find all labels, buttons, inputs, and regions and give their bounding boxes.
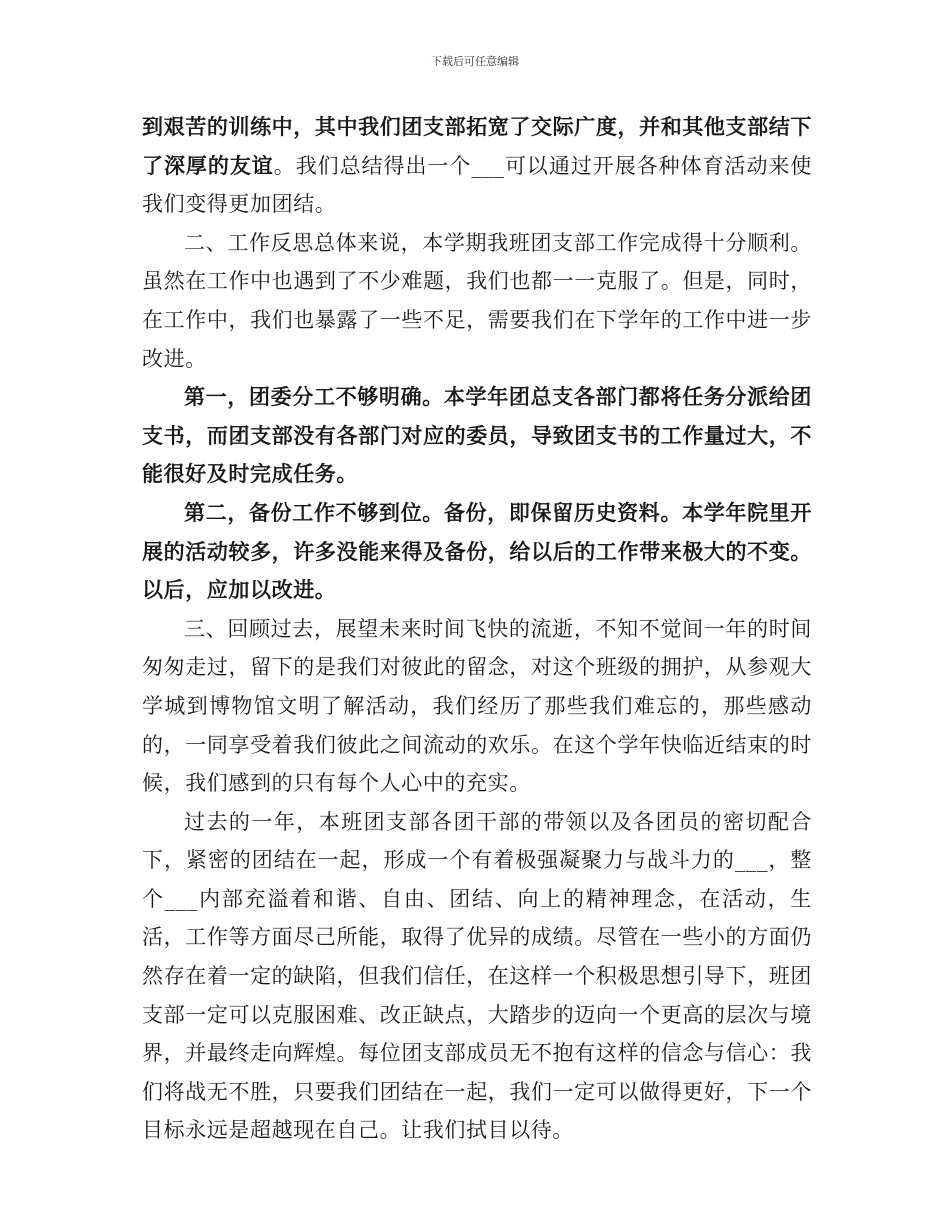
page-header: 下载后可任意编辑 — [431, 55, 519, 68]
paragraph-1-text: 。我们总结得出一个___可以通过开展各种体育活动来使我们变得更加团结。 — [142, 153, 812, 217]
paragraph-6: 过去的一年，本班团支部各团干部的带领以及各团员的密切配合下，紧密的团结在一起，形成一个有着极强凝聚力与战斗力的___，整个___内部充溢着和谐、自由、团结、向上的精神理念，在活动，生活，工作等方面尽己所能，取得了优异的成绩。尽管在一些小的方面仍然存在着一定的缺陷，但我们信任，在这样一个积极思想引导下，班团支部一定可以克服困难、改正缺点，大踏步的迈向一个更高的层次与境界，并最终走向辉煌。每位团支部成员无不抱有这样的信念与信心：我们将战无不胜，只要我们团结在一起，我们一定可以做得更好，下一个目标永远是超越现在自己。让我们拭目以待。 — [142, 809, 812, 1143]
paragraph-5: 三、回顾过去，展望未来时间飞快的流逝，不知不觉间一年的时间匆匆走过，留下的是我们对彼此的留念，对这个班级的拥护，从参观大学城到博物馆文明了解活动，我们经历了那些我们难忘的，那些感动的，一同享受着我们彼此之间流动的欢乐。在这个学年快临近结束的时候，我们感到的只有每个人心中的充实。 — [142, 616, 812, 796]
paragraph-1-bold-text: 到艰苦的训练中，其中我们团支部拓宽了交际广度，并和其他支部结下了深厚的友谊 — [142, 114, 812, 178]
document-body — [142, 108, 812, 1150]
paragraph-4: 第二，备份工作不够到位。备份，即保留历史资料。本学年院里开展的活动较多，许多没能来得及备份，给以后的工作带来极大的不变。以后，应加以改进。 — [142, 499, 812, 603]
paragraph-3: 第一，团委分工不够明确。本学年团总支各部门都将任务分派给团支书，而团支部没有各部门对应的委员，导致团支书的工作量过大，不能很好及时完成任务。 — [142, 384, 812, 487]
paragraph-1 — [142, 108, 812, 224]
paragraph-2: 二、工作反思总体来说，本学期我班团支部工作完成得十分顺利。虽然在工作中也遇到了不少难题，我们也都一一克服了。但是，同时，在工作中，我们也暴露了一些不足，需要我们在下学年的工作中进一步改进。 — [142, 230, 812, 371]
